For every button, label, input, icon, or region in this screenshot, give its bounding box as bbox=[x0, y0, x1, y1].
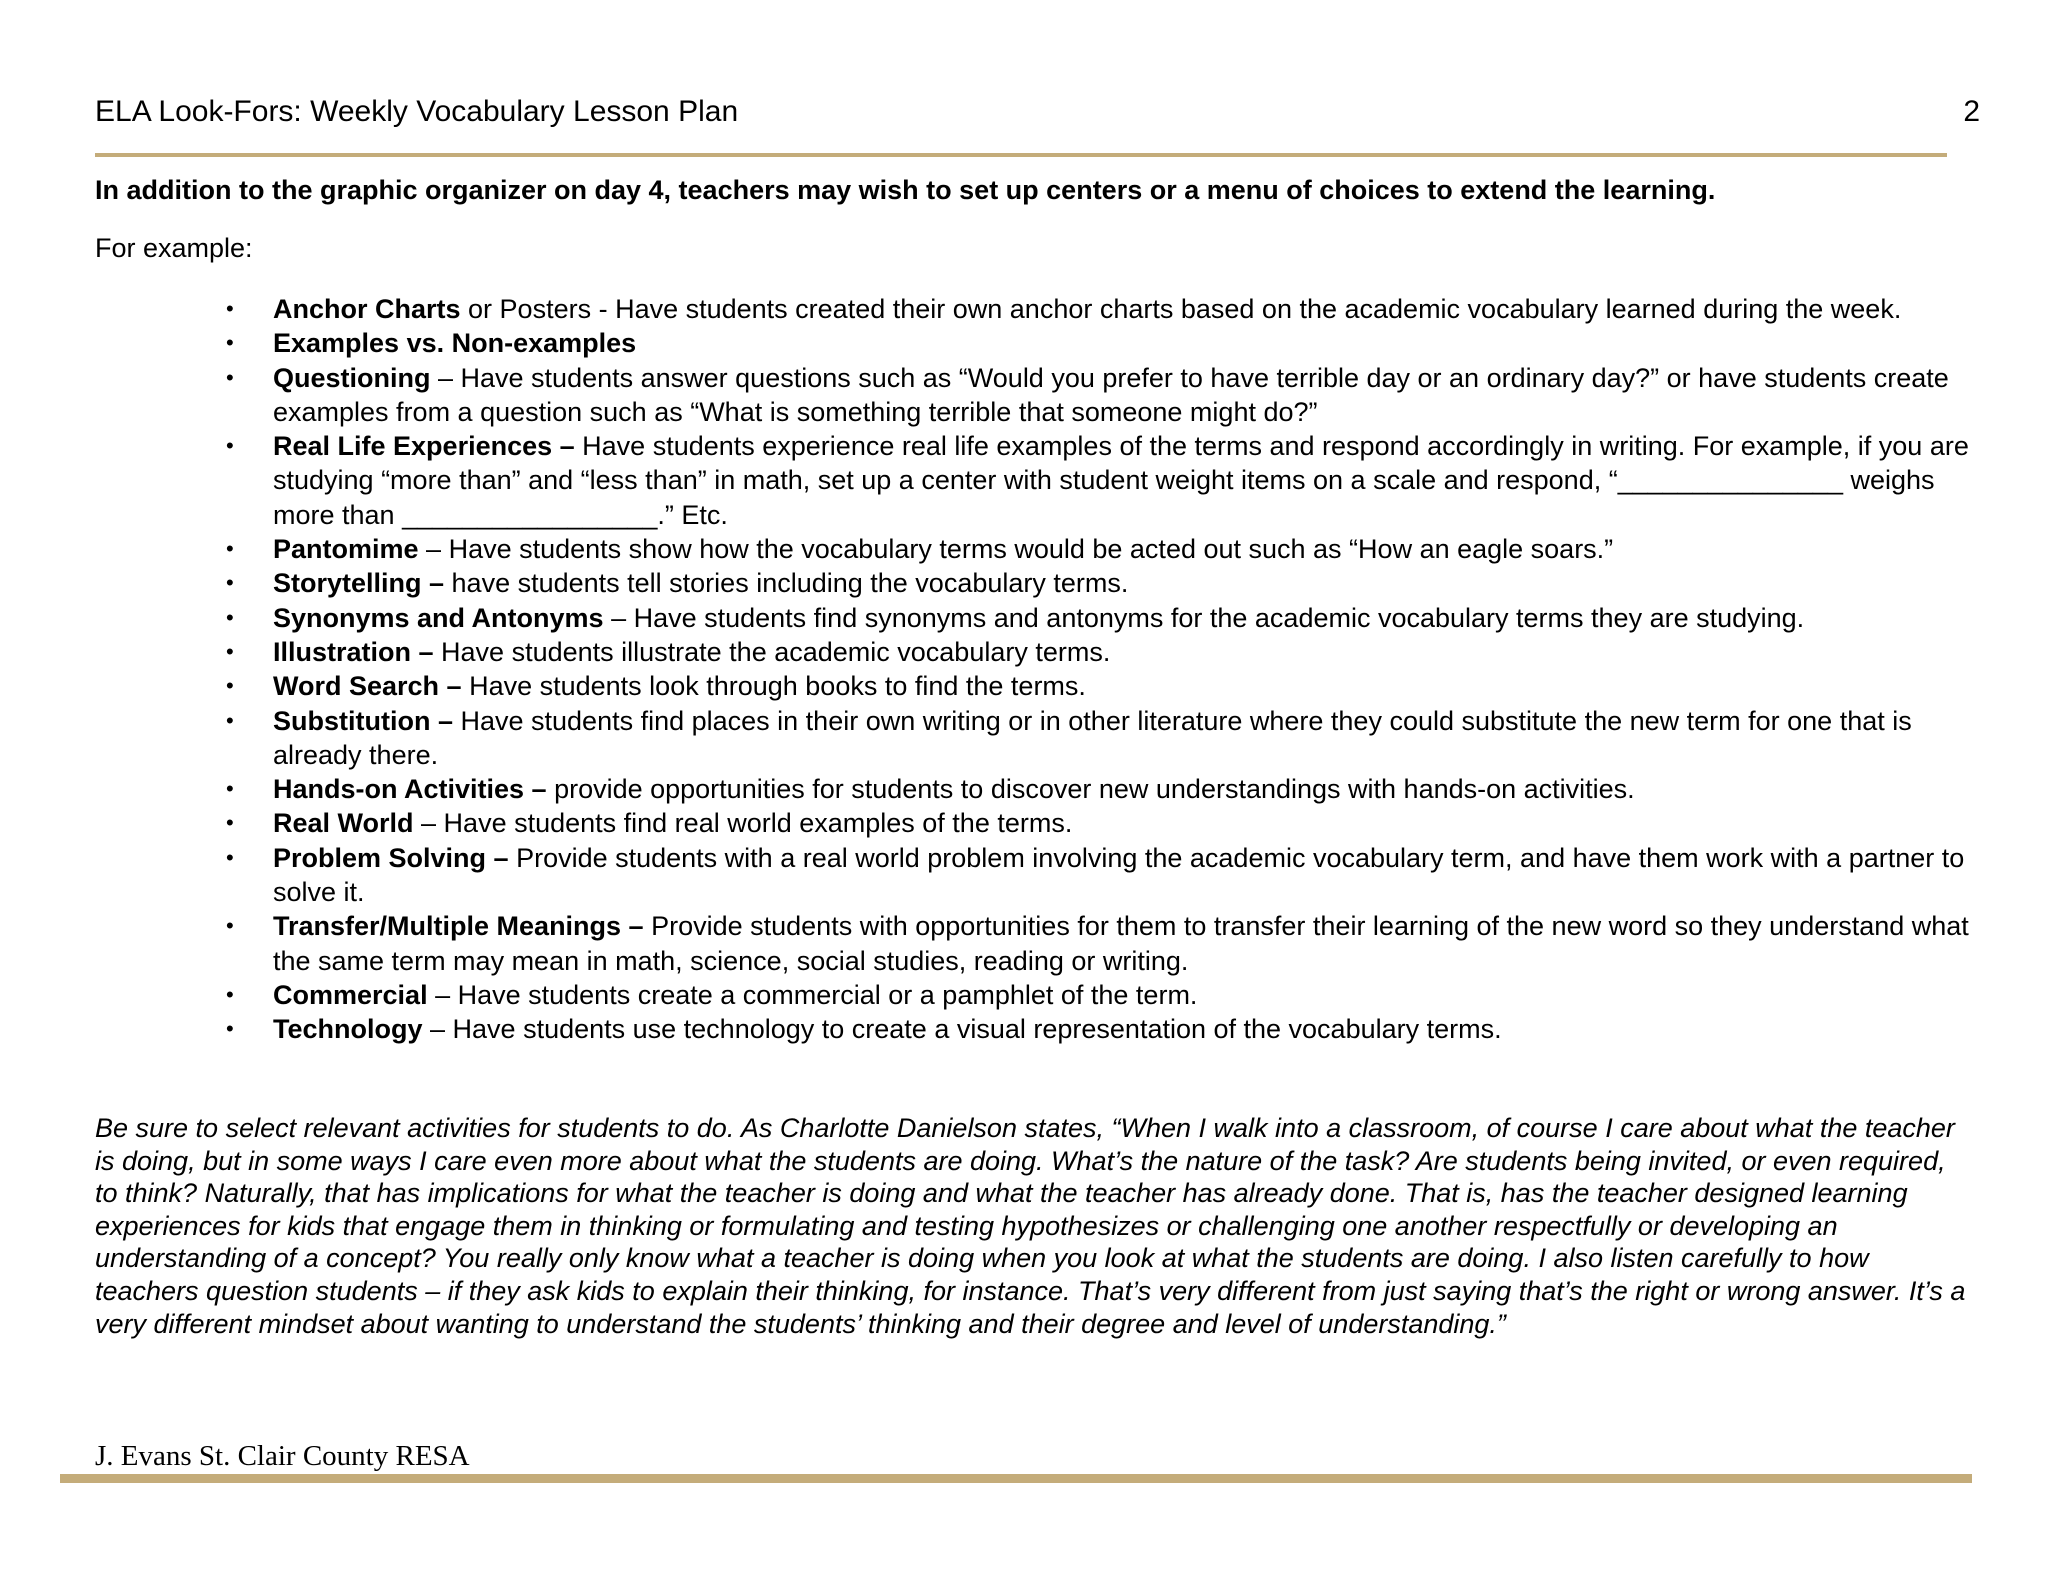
activity-term: Pantomime bbox=[273, 534, 419, 565]
activity-term: Anchor Charts bbox=[273, 294, 461, 324]
bullet-icon: • bbox=[226, 364, 234, 390]
list-item-transfer bbox=[226, 909, 1973, 978]
bullet-icon: • bbox=[226, 536, 234, 562]
bullet-icon: • bbox=[226, 604, 234, 630]
list-item-technology bbox=[226, 1012, 1973, 1046]
activity-description: – Have students find real world examples of the terms. bbox=[413, 808, 1073, 839]
for-example-label: For example: bbox=[95, 233, 253, 263]
activity-description: or Posters - Have students created their own anchor charts based on the academic vocabulary learned during the week. bbox=[460, 294, 1902, 324]
activity-description: – Have students show how the vocabulary terms would be acted out such as “How an eagle soars.” bbox=[418, 534, 1614, 565]
list-item-synonyms bbox=[226, 601, 1973, 635]
list-item-real-world bbox=[226, 806, 1973, 840]
list-item-questioning bbox=[226, 361, 1973, 430]
activity-term: Synonyms and Antonyms bbox=[273, 602, 604, 633]
list-item-real-life bbox=[226, 429, 1973, 532]
activity-description: Provide students with opportunities for them to transfer their learning of the new word so they understand what the same term may mean in math, science, social studies, reading or writing. bbox=[273, 911, 1969, 976]
activity-term: Hands-on Activities – bbox=[273, 774, 547, 805]
activity-list bbox=[226, 292, 1973, 1047]
activity-term: Storytelling – bbox=[273, 568, 445, 599]
activity-description: – Have students use technology to create a visual representation of the vocabulary terms. bbox=[422, 1014, 1502, 1045]
activity-term: Real World bbox=[273, 808, 414, 839]
activity-description: Have students experience real life examples of the terms and respond accordingly in writing. For example, if you are studying “more than” and “less than” in math, set up a center with student weight items on a scale and respond, “_______________ weighs more than _________________.” Etc. bbox=[273, 431, 1969, 530]
list-item-anchor-charts bbox=[226, 292, 1973, 326]
activity-term: Questioning bbox=[273, 362, 431, 393]
page-number: 2 bbox=[1963, 95, 1980, 128]
activity-term: Word Search – bbox=[273, 671, 462, 702]
activity-description: provide opportunities for students to discover new understandings with hands-on activities. bbox=[546, 774, 1635, 805]
list-item-commercial bbox=[226, 978, 1973, 1012]
bullet-icon: • bbox=[226, 330, 234, 356]
activity-term: Transfer/Multiple Meanings – bbox=[273, 911, 644, 942]
bullet-icon: • bbox=[226, 913, 234, 939]
list-item-problem-solving bbox=[226, 841, 1973, 910]
intro-heading: In addition to the graphic organizer on day 4, teachers may wish to set up centers or a menu of choices to extend the learning. bbox=[95, 175, 1716, 205]
list-item-word-search bbox=[226, 669, 1973, 703]
bullet-icon: • bbox=[226, 296, 234, 321]
bullet-icon: • bbox=[226, 707, 234, 733]
bullet-icon: • bbox=[226, 981, 234, 1007]
list-item-substitution bbox=[226, 704, 1973, 773]
list-item-hands-on bbox=[226, 772, 1973, 806]
activity-description: Have students look through books to find the terms. bbox=[461, 671, 1086, 702]
bullet-icon: • bbox=[226, 433, 234, 459]
activity-description: have students tell stories including the vocabulary terms. bbox=[444, 568, 1129, 599]
bullet-icon: • bbox=[226, 1016, 234, 1042]
footer-divider bbox=[60, 1474, 1972, 1483]
activity-term: Commercial bbox=[273, 979, 428, 1010]
activity-description: Have students find places in their own writing or in other literature where they could substitute the new term for one that is already there. bbox=[273, 705, 1912, 770]
activity-description: Have students illustrate the academic vocabulary terms. bbox=[433, 636, 1111, 667]
activity-term: Substitution – bbox=[273, 705, 453, 736]
list-item-examples bbox=[226, 326, 1973, 360]
bullet-icon: • bbox=[226, 673, 234, 699]
bullet-icon: • bbox=[226, 810, 234, 836]
header-divider bbox=[95, 153, 1947, 157]
activity-description: – Have students answer questions such as “Would you prefer to have terrible day or an ordinary day?” or have students create examples from a question such as “What is something terrible that someone might do?” bbox=[273, 362, 1949, 427]
bullet-icon: • bbox=[226, 844, 234, 870]
activity-term: Technology bbox=[273, 1014, 423, 1045]
document-title: ELA Look-Fors: Weekly Vocabulary Lesson Plan bbox=[95, 95, 739, 128]
bullet-icon: • bbox=[226, 638, 234, 664]
list-item-illustration bbox=[226, 635, 1973, 669]
list-item-pantomime bbox=[226, 532, 1973, 566]
list-item-storytelling bbox=[226, 566, 1973, 600]
activity-description: Provide students with a real world problem involving the academic vocabulary term, and have them work with a partner to solve it. bbox=[273, 842, 1965, 908]
danielson-quote: Be sure to select relevant activities for students to do. As Charlotte Danielson states, “When I walk into a classroom, of course I care about what the teacher is doing, but in some ways I care even more about what the students are doing. What’s the nature of the task? Are students being invited, or even required, to think? Naturally, that has implications for what the teacher is doing and what the teacher has already done. That is, has the teacher designed learning experiences for kids that engage them in thinking or formulating and testing hypothesizes or challenging one another respectfully or developing an understanding of a concept? You really only know what a teacher is doing when you look at what the students are doing. I also listen carefully to how teachers question students – if they ask kids to explain their thinking, for instance. That’s very different from just saying that’s the right or wrong answer. It’s a very different mindset about wanting to understand the students’ thinking and their degree and level of understanding.” bbox=[95, 1113, 1966, 1339]
activity-description: – Have students find synonyms and antonyms for the academic vocabulary terms they are studying. bbox=[603, 602, 1805, 633]
bullet-icon: • bbox=[226, 570, 234, 596]
activity-description: – Have students create a commercial or a pamphlet of the term. bbox=[427, 979, 1198, 1010]
activity-term: Illustration – bbox=[273, 636, 434, 667]
footer-credit: J. Evans St. Clair County RESA bbox=[95, 1440, 470, 1472]
activity-term: Examples vs. Non-examples bbox=[273, 328, 637, 359]
activity-term: Real Life Experiences – bbox=[273, 431, 575, 462]
bullet-icon: • bbox=[226, 776, 234, 802]
activity-term: Problem Solving – bbox=[273, 842, 509, 873]
